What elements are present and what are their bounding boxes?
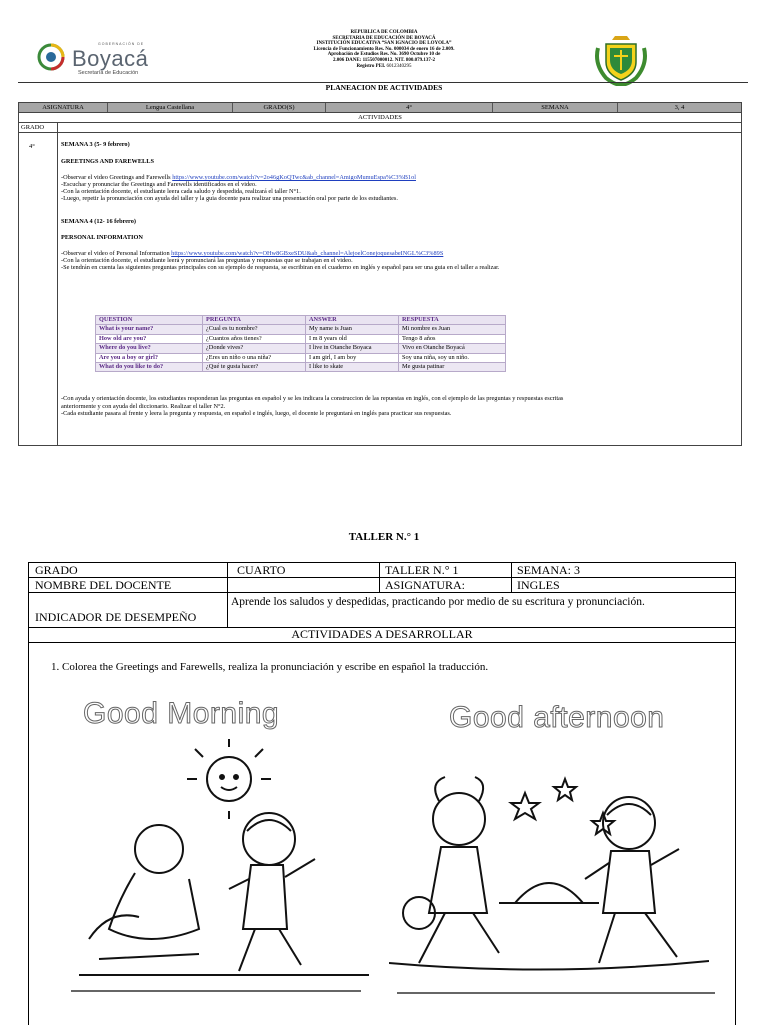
plan-header-row <box>19 103 741 113</box>
week3-line-1: -Observar el video Greetings and Farewells https://www.youtube.com/watch?v=2o46gKoQTwc&ab_channel=AmigoMumuEspa%C3%B1ol <box>61 174 416 181</box>
week3-line-4: -Luego, repetir la pronunciación con ayuda del taller y la guia docente para realizar una presentación oral por parte de los estudiantes. <box>61 195 398 202</box>
week3-video-link[interactable]: https://www.youtube.com/watch?v=2o46gKoQTwc&ab_channel=AmigoMumuEspa%C3%B1ol <box>172 174 416 181</box>
qa-cell: What do you like to do? <box>96 363 203 372</box>
answer-line-2[interactable] <box>397 992 715 995</box>
qa-cell: Are you a boy or girl? <box>96 353 203 362</box>
actividades-label: ACTIVIDADES A DESARROLLAR <box>291 627 473 641</box>
week4-line-1: -Observar el video of Personal Information https://www.youtube.com/watch?v=OHw8GBxeSDU&ab_channel=AlejoelConejoquesabeINGL%C3%89S <box>61 250 444 257</box>
logo-subtitle: Secretaría de Educación <box>78 70 139 76</box>
qa-cell: Soy una niña, soy un niño. <box>399 353 506 362</box>
answer-line-1[interactable] <box>71 990 361 993</box>
qa-cell: I like to skate <box>306 363 399 372</box>
instruction: 1. Colorea the Greetings and Farewells, realiza la pronunciación y escribe en español la traducción. <box>51 661 489 673</box>
qa-cell: ¿Cual es tu nombre? <box>203 325 306 334</box>
logo-name: Boyacá <box>72 46 149 71</box>
header-line: Licencia de Funcionamiento Res. No. 000034 de enero 16 de 2.009. <box>313 46 455 52</box>
qa-cell: How old are you? <box>96 334 203 343</box>
week3-title: SEMANA 3 (5- 9 febrero) <box>61 141 130 148</box>
week4-line-2: -Con la orientación docente, el estudiante leerá y pronunciará las preguntas y respuestas que se trabajan en el video. <box>61 257 353 264</box>
week4-video-link[interactable]: https://www.youtube.com/watch?v=OHw8GBxeSDU&ab_channel=AlejoelConejoquesabeINGL%C3%89S <box>171 250 444 257</box>
qa-cell: Vivo en Otanche Boyacá <box>399 344 506 353</box>
semana-label: SEMANA <box>541 104 569 111</box>
taller-number: TALLER N.° 1 <box>385 563 459 577</box>
semana-value: SEMANA: 3 <box>517 563 581 577</box>
boyaca-emblem-icon <box>36 42 66 72</box>
logo-gobernacion: GOBERNACIÓN DE <box>98 42 145 46</box>
institution-header <box>270 30 498 69</box>
qa-cell: I am girl, I am boy <box>306 353 399 362</box>
school-shield-icon <box>592 34 650 86</box>
qa-cell: ¿Cuantos años tienes? <box>203 334 306 343</box>
actividades-label: ACTIVIDADES <box>358 114 402 121</box>
week3-topic: GREETINGS AND FAREWELLS <box>61 158 154 165</box>
taller-title: TALLER N.° 1 <box>348 531 420 543</box>
asignatura-value: Lengua Castellana <box>145 104 195 111</box>
asignatura-label: ASIGNATURA: <box>385 578 466 592</box>
grado-label: GRADO <box>35 563 78 577</box>
qa-cell: ¿Eres un niño o una niña? <box>203 353 306 362</box>
header-line: INSTITUCIÓN EDUCATIVA “SAN IGNACIO DE LOYOLA” <box>316 41 452 47</box>
asignatura-value: INGLES <box>517 578 560 592</box>
qa-row <box>96 353 506 362</box>
closing-line-1: -Con ayuda y orientación docente, los estudiantes responderan las preguntas en español y se les indicara la construccion de las repuestas en inglés, con el ejemplo de las preguntas y respuestas escritas <box>61 395 564 402</box>
card1-title: Good Morning <box>83 697 280 730</box>
week4-topic: PERSONAL INFORMATION <box>61 234 143 241</box>
qa-header: RESPUESTA <box>399 316 506 325</box>
qa-table <box>95 315 506 372</box>
header-line: 2.006 DANE: 115507000012. NIT. 800.079.137-2 <box>333 57 435 63</box>
semana-value: 3, 4 <box>674 104 685 111</box>
docente-label: NOMBRE DEL DOCENTE <box>35 578 172 592</box>
qa-header-row <box>96 316 506 325</box>
header-line: Aprobación de Estudios Res. No. 3690 Octubre 10 de <box>327 52 441 58</box>
qa-header: PREGUNTA <box>203 316 306 325</box>
header-registro: Registro PEI. 6012340295 <box>356 63 412 69</box>
qa-cell: What is your name? <box>96 325 203 334</box>
good-morning-illustration <box>79 739 369 979</box>
grado-label: GRADO <box>21 124 45 131</box>
qa-cell: I m 8 years old <box>306 334 399 343</box>
grado-value: CUARTO <box>237 563 286 577</box>
boyaca-logo <box>36 38 166 80</box>
qa-row <box>96 334 506 343</box>
qa-cell: My name is Juan <box>306 325 399 334</box>
grados-value: 4° <box>406 104 412 111</box>
week4-title: SEMANA 4 (12- 16 febrero) <box>61 218 136 225</box>
card2-title: Good afternoon <box>449 701 665 734</box>
qa-cell: Tengo 8 años <box>399 334 506 343</box>
qa-cell: Where do you live? <box>96 344 203 353</box>
planning-table <box>18 102 742 446</box>
indicador-label: INDICADOR DE DESEMPEÑO <box>35 610 197 624</box>
closing-line-2: anteriormente y con ayuda del diccionario. Realizar el taller N°2. <box>61 402 226 410</box>
taller-worksheet <box>28 562 736 1025</box>
qa-cell: ¿Qué te gusta hacer? <box>203 363 306 372</box>
good-afternoon-illustration <box>389 763 709 985</box>
qa-cell: Mi nombre es Juan <box>399 325 506 334</box>
qa-row <box>96 344 506 353</box>
qa-header: QUESTION <box>96 316 203 325</box>
grado-row <box>19 123 741 132</box>
header-line: SECRETARIA DE EDUCACIÓN DE BOYACÁ <box>332 35 436 41</box>
qa-cell: I live in Otanche Boyaca <box>306 344 399 353</box>
indicador-value: Aprende los saludos y despedidas, practicando por medio de su escritura y pronunciación. <box>231 596 645 608</box>
plan-title: PLANEACION DE ACTIVIDADES <box>325 83 443 92</box>
closing-line-3: -Cada estudiante pasara al frente y leera la pregunta y respuesta, en español e inglés, luego, el docente le preguntará en inglés para practicar sus respuestas. <box>61 410 452 417</box>
qa-cell: ¿Donde vives? <box>203 344 306 353</box>
week3-line-3: -Con la orientación docente, el estudiante leera cada saludo y despedida, realizará el taller N°1. <box>61 188 301 195</box>
grados-label: GRADO(S) <box>263 104 295 111</box>
grado-value: 4° <box>29 143 35 150</box>
asignatura-label: ASIGNATURA <box>42 104 84 111</box>
qa-cell: Me gusta patinar <box>399 363 506 372</box>
week3-line-2: -Escuchar y pronunciar the Greetings and Farewells identificados en el video. <box>61 181 257 188</box>
qa-row <box>96 363 506 372</box>
activities-content <box>61 141 741 271</box>
week4-line-3: -Se tendrán en cuenta las siguientes preguntas principales con su ejemplo de respuesta, se escribiran en el cuaderno en inglés y español para ser una guia en el taller a realizar. <box>61 264 500 271</box>
header-line: REPUBLICA DE COLOMBIA <box>350 30 418 35</box>
actividades-row <box>19 113 741 123</box>
qa-header: ANSWER <box>306 316 399 325</box>
qa-row <box>96 325 506 334</box>
closing-text <box>61 395 741 418</box>
